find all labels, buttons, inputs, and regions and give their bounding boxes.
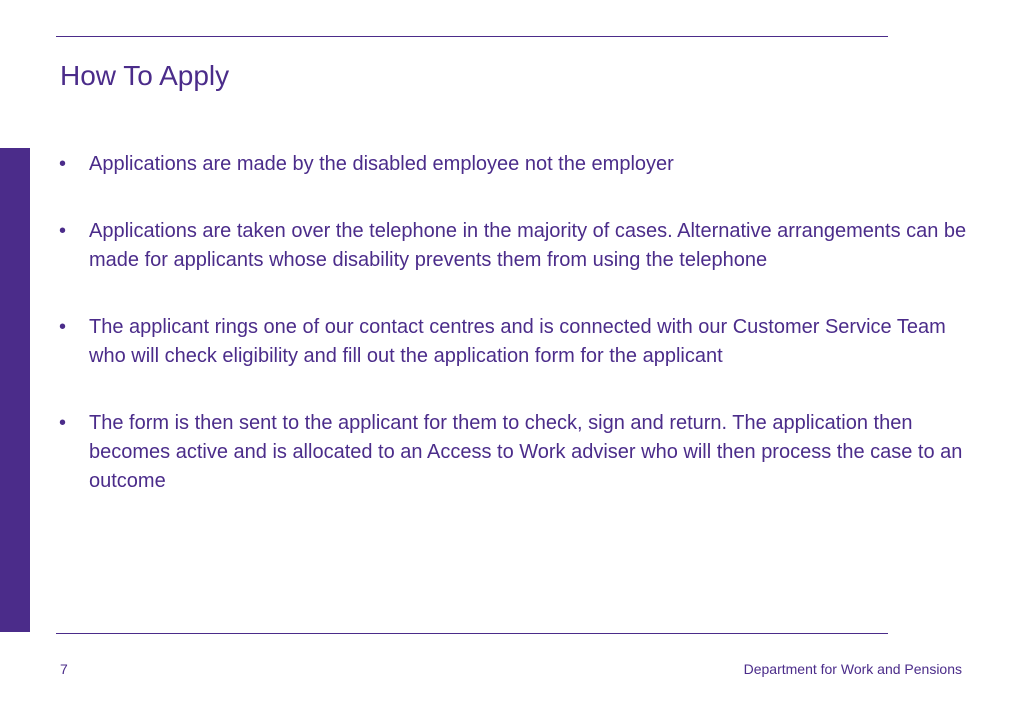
bullet-icon: •	[59, 153, 67, 175]
bullet-text: The applicant rings one of our contact centres and is connected with our Customer Service Team who will check eligibility and fill out the application form for the applicant	[89, 316, 946, 367]
left-accent-bar	[0, 148, 30, 632]
bullet-text: Applications are taken over the telephone in the majority of cases. Alternative arrangements can be made for applicants whose disability prevents them from using the telephone	[89, 220, 967, 271]
list-item	[56, 313, 971, 371]
bullet-list	[56, 150, 971, 534]
list-item	[56, 409, 971, 496]
top-divider	[56, 36, 888, 37]
bullet-text: Applications are made by the disabled employee not the employer	[89, 153, 674, 175]
footer-organisation: Department for Work and Pensions	[743, 661, 962, 677]
list-item	[56, 150, 971, 179]
bottom-divider	[56, 633, 888, 634]
bullet-text: The form is then sent to the applicant for them to check, sign and return. The application then becomes active and is allocated to an Access to Work adviser who will then process the case to an outcome	[89, 412, 963, 492]
list-item	[56, 217, 971, 275]
page-number: 7	[60, 661, 68, 677]
bullet-icon: •	[59, 412, 67, 434]
bullet-icon: •	[59, 220, 67, 242]
slide-title: How To Apply	[60, 60, 230, 91]
bullet-icon: •	[59, 316, 67, 338]
